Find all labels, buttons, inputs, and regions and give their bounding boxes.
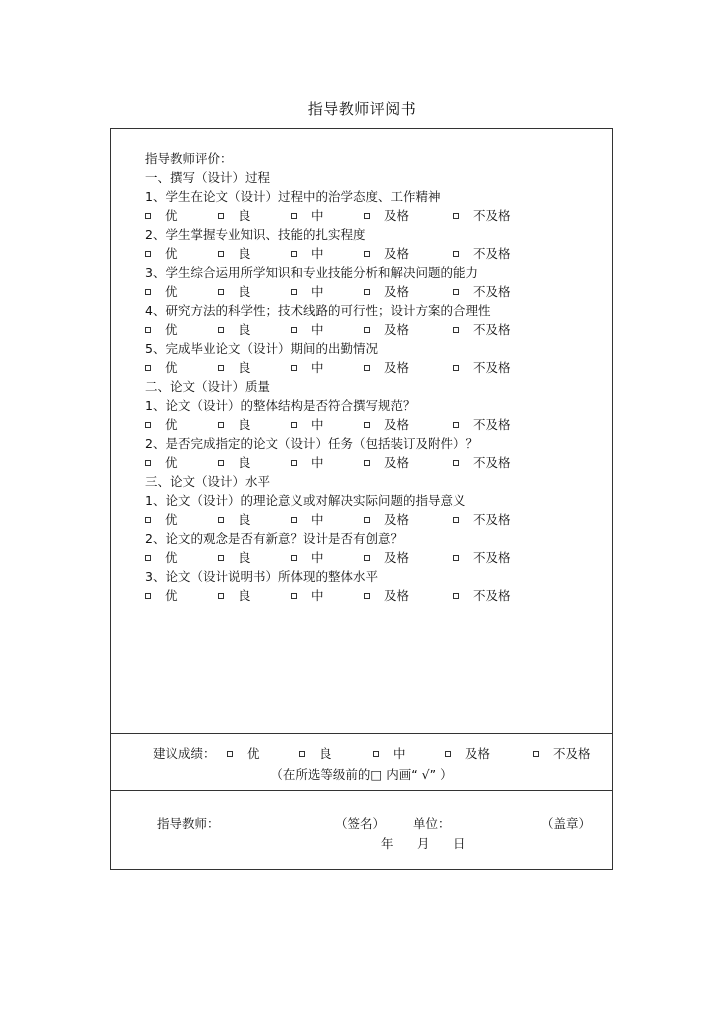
option-3[interactable] <box>364 415 409 434</box>
question-text: 4、研究方法的科学性；技术线路的可行性；设计方案的合理性 <box>145 303 491 318</box>
option-label: 不及格 <box>473 550 511 565</box>
option-4[interactable] <box>453 548 511 567</box>
review-form <box>110 128 613 870</box>
seal-label: （盖章） <box>541 816 592 831</box>
checkbox-icon[interactable] <box>218 460 224 466</box>
option-2[interactable] <box>291 358 324 377</box>
option-0[interactable] <box>145 415 178 434</box>
question-text: 5、完成毕业论文（设计）期间的出勤情况 <box>145 341 378 356</box>
option-3[interactable] <box>364 282 409 301</box>
option-label: 及格 <box>465 746 491 761</box>
evaluation-section <box>145 149 605 605</box>
option-4[interactable] <box>533 744 591 763</box>
month-label: 月 <box>417 836 430 851</box>
checkbox-icon[interactable] <box>445 751 451 757</box>
checkbox-icon[interactable] <box>291 555 297 561</box>
option-label: 中 <box>311 246 324 261</box>
checkbox-icon[interactable] <box>218 213 224 219</box>
checkbox-icon[interactable] <box>453 327 459 333</box>
unit-label: 单位： <box>413 816 451 831</box>
option-label: 优 <box>165 208 178 223</box>
option-1[interactable] <box>299 744 332 763</box>
option-label: 优 <box>165 322 178 337</box>
option-label: 不及格 <box>473 360 511 375</box>
option-0[interactable] <box>227 744 260 763</box>
checkbox-icon[interactable] <box>364 289 370 295</box>
option-label: 不及格 <box>473 208 511 223</box>
checkbox-icon[interactable] <box>218 289 224 295</box>
day-label: 日 <box>453 836 466 851</box>
checkbox-icon[interactable] <box>453 289 459 295</box>
option-0[interactable] <box>145 282 178 301</box>
checkbox-icon[interactable] <box>373 751 379 757</box>
checkbox-icon[interactable] <box>453 365 459 371</box>
option-2[interactable] <box>291 244 324 263</box>
option-row <box>145 244 605 263</box>
checkbox-icon[interactable] <box>364 365 370 371</box>
option-2[interactable] <box>291 586 324 605</box>
option-2[interactable] <box>291 510 324 529</box>
option-1[interactable] <box>218 415 251 434</box>
option-label: 良 <box>238 246 251 261</box>
question-text: 1、学生在论文（设计）过程中的治学态度、工作精神 <box>145 189 441 204</box>
option-3[interactable] <box>364 244 409 263</box>
checkbox-icon[interactable] <box>364 327 370 333</box>
option-0[interactable] <box>145 358 178 377</box>
question-text: 2、是否完成指定的论文（设计）任务（包括装订及附件）？ <box>145 436 478 451</box>
question-text: 2、学生掌握专业知识、技能的扎实程度 <box>145 227 366 242</box>
option-row <box>145 453 605 472</box>
option-label: 良 <box>238 417 251 432</box>
option-label: 优 <box>247 746 260 761</box>
grade-section <box>111 734 612 790</box>
checkbox-icon[interactable] <box>145 593 151 599</box>
grade-label: 建议成绩： <box>153 746 216 761</box>
checkbox-icon[interactable] <box>291 460 297 466</box>
option-4[interactable] <box>453 206 511 225</box>
option-label: 良 <box>238 284 251 299</box>
option-1[interactable] <box>218 282 251 301</box>
checkbox-icon[interactable] <box>291 517 297 523</box>
option-2[interactable] <box>291 320 324 339</box>
checkbox-icon[interactable] <box>453 555 459 561</box>
option-label: 及格 <box>384 322 410 337</box>
option-label: 中 <box>311 360 324 375</box>
option-label: 及格 <box>384 455 410 470</box>
option-label: 不及格 <box>473 284 511 299</box>
section-title: 一、撰写（设计）过程 <box>145 170 271 185</box>
option-label: 良 <box>238 360 251 375</box>
option-row <box>145 320 605 339</box>
option-row <box>145 282 605 301</box>
checkbox-icon[interactable] <box>218 517 224 523</box>
option-0[interactable] <box>145 510 178 529</box>
checkbox-icon[interactable] <box>364 517 370 523</box>
checkbox-icon[interactable] <box>145 327 151 333</box>
option-3[interactable] <box>364 320 409 339</box>
option-0[interactable] <box>145 548 178 567</box>
checkbox-icon[interactable] <box>145 517 151 523</box>
checkbox-icon[interactable] <box>291 593 297 599</box>
option-2[interactable] <box>291 206 324 225</box>
option-label: 不及格 <box>473 322 511 337</box>
option-label: 中 <box>311 208 324 223</box>
question-text: 3、学生综合运用所学知识和专业技能分析和解决问题的能力 <box>145 265 478 280</box>
option-label: 良 <box>238 322 251 337</box>
option-label: 中 <box>311 455 324 470</box>
option-label: 中 <box>393 746 406 761</box>
checkbox-icon[interactable] <box>145 555 151 561</box>
checkbox-icon[interactable] <box>218 422 224 428</box>
option-1[interactable] <box>218 586 251 605</box>
option-label: 优 <box>165 550 178 565</box>
option-label: 及格 <box>384 417 410 432</box>
option-label: 良 <box>238 588 251 603</box>
checkbox-icon[interactable] <box>145 289 151 295</box>
option-3[interactable] <box>364 510 409 529</box>
checkbox-icon[interactable] <box>453 593 459 599</box>
option-3[interactable] <box>364 548 409 567</box>
option-0[interactable] <box>145 453 178 472</box>
option-label: 不及格 <box>473 512 511 527</box>
option-1[interactable] <box>218 244 251 263</box>
signature-section <box>111 790 612 870</box>
checkbox-icon[interactable] <box>364 251 370 257</box>
checkbox-icon[interactable] <box>453 251 459 257</box>
option-row <box>145 415 605 434</box>
checkbox-icon[interactable] <box>291 365 297 371</box>
checkbox-icon[interactable] <box>145 213 151 219</box>
option-label: 中 <box>311 512 324 527</box>
option-label: 不及格 <box>553 746 591 761</box>
option-3[interactable] <box>364 206 409 225</box>
option-label: 中 <box>311 284 324 299</box>
grade-note: （在所选等级前的□ 内画“ √” ） <box>270 767 453 782</box>
checkbox-icon[interactable] <box>364 422 370 428</box>
option-1[interactable] <box>218 320 251 339</box>
option-3[interactable] <box>364 453 409 472</box>
option-label: 中 <box>311 588 324 603</box>
question-text: 1、论文（设计）的理论意义或对解决实际问题的指导意义 <box>145 493 466 508</box>
checkbox-icon[interactable] <box>364 593 370 599</box>
option-4[interactable] <box>453 320 511 339</box>
checkbox-icon[interactable] <box>218 365 224 371</box>
option-3[interactable] <box>445 744 490 763</box>
option-1[interactable] <box>218 358 251 377</box>
option-0[interactable] <box>145 586 178 605</box>
option-row <box>145 358 605 377</box>
option-label: 中 <box>311 322 324 337</box>
option-4[interactable] <box>453 358 511 377</box>
question-text: 1、论文（设计）的整体结构是否符合撰写规范？ <box>145 398 416 413</box>
checkbox-icon[interactable] <box>145 422 151 428</box>
option-2[interactable] <box>291 415 324 434</box>
option-row <box>145 586 605 605</box>
option-1[interactable] <box>218 548 251 567</box>
option-label: 优 <box>165 284 178 299</box>
sign-label: （签名） <box>335 816 386 831</box>
option-2[interactable] <box>291 548 324 567</box>
section-title: 二、论文（设计）质量 <box>145 379 271 394</box>
option-label: 优 <box>165 455 178 470</box>
checkbox-icon[interactable] <box>364 555 370 561</box>
checkbox-icon[interactable] <box>291 251 297 257</box>
option-label: 中 <box>311 550 324 565</box>
checkbox-icon[interactable] <box>299 751 305 757</box>
evaluation-heading: 指导教师评价： <box>145 151 233 166</box>
option-4[interactable] <box>453 415 511 434</box>
option-1[interactable] <box>218 453 251 472</box>
option-label: 及格 <box>384 360 410 375</box>
checkbox-icon[interactable] <box>291 289 297 295</box>
option-3[interactable] <box>364 358 409 377</box>
checkbox-icon[interactable] <box>218 327 224 333</box>
option-2[interactable] <box>291 453 324 472</box>
option-0[interactable] <box>145 206 178 225</box>
option-4[interactable] <box>453 453 511 472</box>
option-label: 及格 <box>384 208 410 223</box>
option-row <box>145 206 605 225</box>
checkbox-icon[interactable] <box>145 251 151 257</box>
option-label: 优 <box>165 512 178 527</box>
option-label: 及格 <box>384 588 410 603</box>
grade-options <box>111 744 612 763</box>
question-text: 2、论文的观念是否有新意？设计是否有创意？ <box>145 531 403 546</box>
option-label: 不及格 <box>473 417 511 432</box>
checkbox-icon[interactable] <box>145 365 151 371</box>
option-label: 不及格 <box>473 588 511 603</box>
checkbox-icon[interactable] <box>227 751 233 757</box>
option-label: 优 <box>165 246 178 261</box>
option-4[interactable] <box>453 282 511 301</box>
option-label: 良 <box>319 746 332 761</box>
option-label: 及格 <box>384 246 410 261</box>
option-4[interactable] <box>453 244 511 263</box>
option-label: 中 <box>311 417 324 432</box>
checkbox-icon[interactable] <box>291 422 297 428</box>
option-label: 优 <box>165 588 178 603</box>
year-label: 年 <box>381 836 394 851</box>
option-2[interactable] <box>291 282 324 301</box>
option-4[interactable] <box>453 586 511 605</box>
option-label: 优 <box>165 360 178 375</box>
option-1[interactable] <box>218 206 251 225</box>
option-row <box>145 548 605 567</box>
checkbox-icon[interactable] <box>218 555 224 561</box>
checkbox-icon[interactable] <box>291 327 297 333</box>
checkbox-icon[interactable] <box>364 460 370 466</box>
checkbox-icon[interactable] <box>453 213 459 219</box>
checkbox-icon[interactable] <box>453 422 459 428</box>
checkbox-icon[interactable] <box>145 460 151 466</box>
option-label: 及格 <box>384 512 410 527</box>
option-4[interactable] <box>453 510 511 529</box>
option-2[interactable] <box>373 744 406 763</box>
option-row <box>145 510 605 529</box>
document-title: 指导教师评阅书 <box>307 100 417 118</box>
option-3[interactable] <box>364 586 409 605</box>
option-label: 不及格 <box>473 455 511 470</box>
checkbox-icon[interactable] <box>453 460 459 466</box>
option-label: 及格 <box>384 550 410 565</box>
teacher-label: 指导教师： <box>157 816 220 831</box>
checkbox-icon[interactable] <box>364 213 370 219</box>
checkbox-icon[interactable] <box>533 751 539 757</box>
question-text: 3、论文（设计说明书）所体现的整体水平 <box>145 569 378 584</box>
option-label: 良 <box>238 208 251 223</box>
section-title: 三、论文（设计）水平 <box>145 474 271 489</box>
option-0[interactable] <box>145 320 178 339</box>
checkbox-icon[interactable] <box>453 517 459 523</box>
checkbox-icon[interactable] <box>291 213 297 219</box>
option-label: 优 <box>165 417 178 432</box>
checkbox-icon[interactable] <box>218 593 224 599</box>
option-1[interactable] <box>218 510 251 529</box>
option-label: 良 <box>238 550 251 565</box>
checkbox-icon[interactable] <box>218 251 224 257</box>
option-label: 及格 <box>384 284 410 299</box>
option-label: 不及格 <box>473 246 511 261</box>
option-label: 良 <box>238 512 251 527</box>
option-label: 良 <box>238 455 251 470</box>
option-0[interactable] <box>145 244 178 263</box>
